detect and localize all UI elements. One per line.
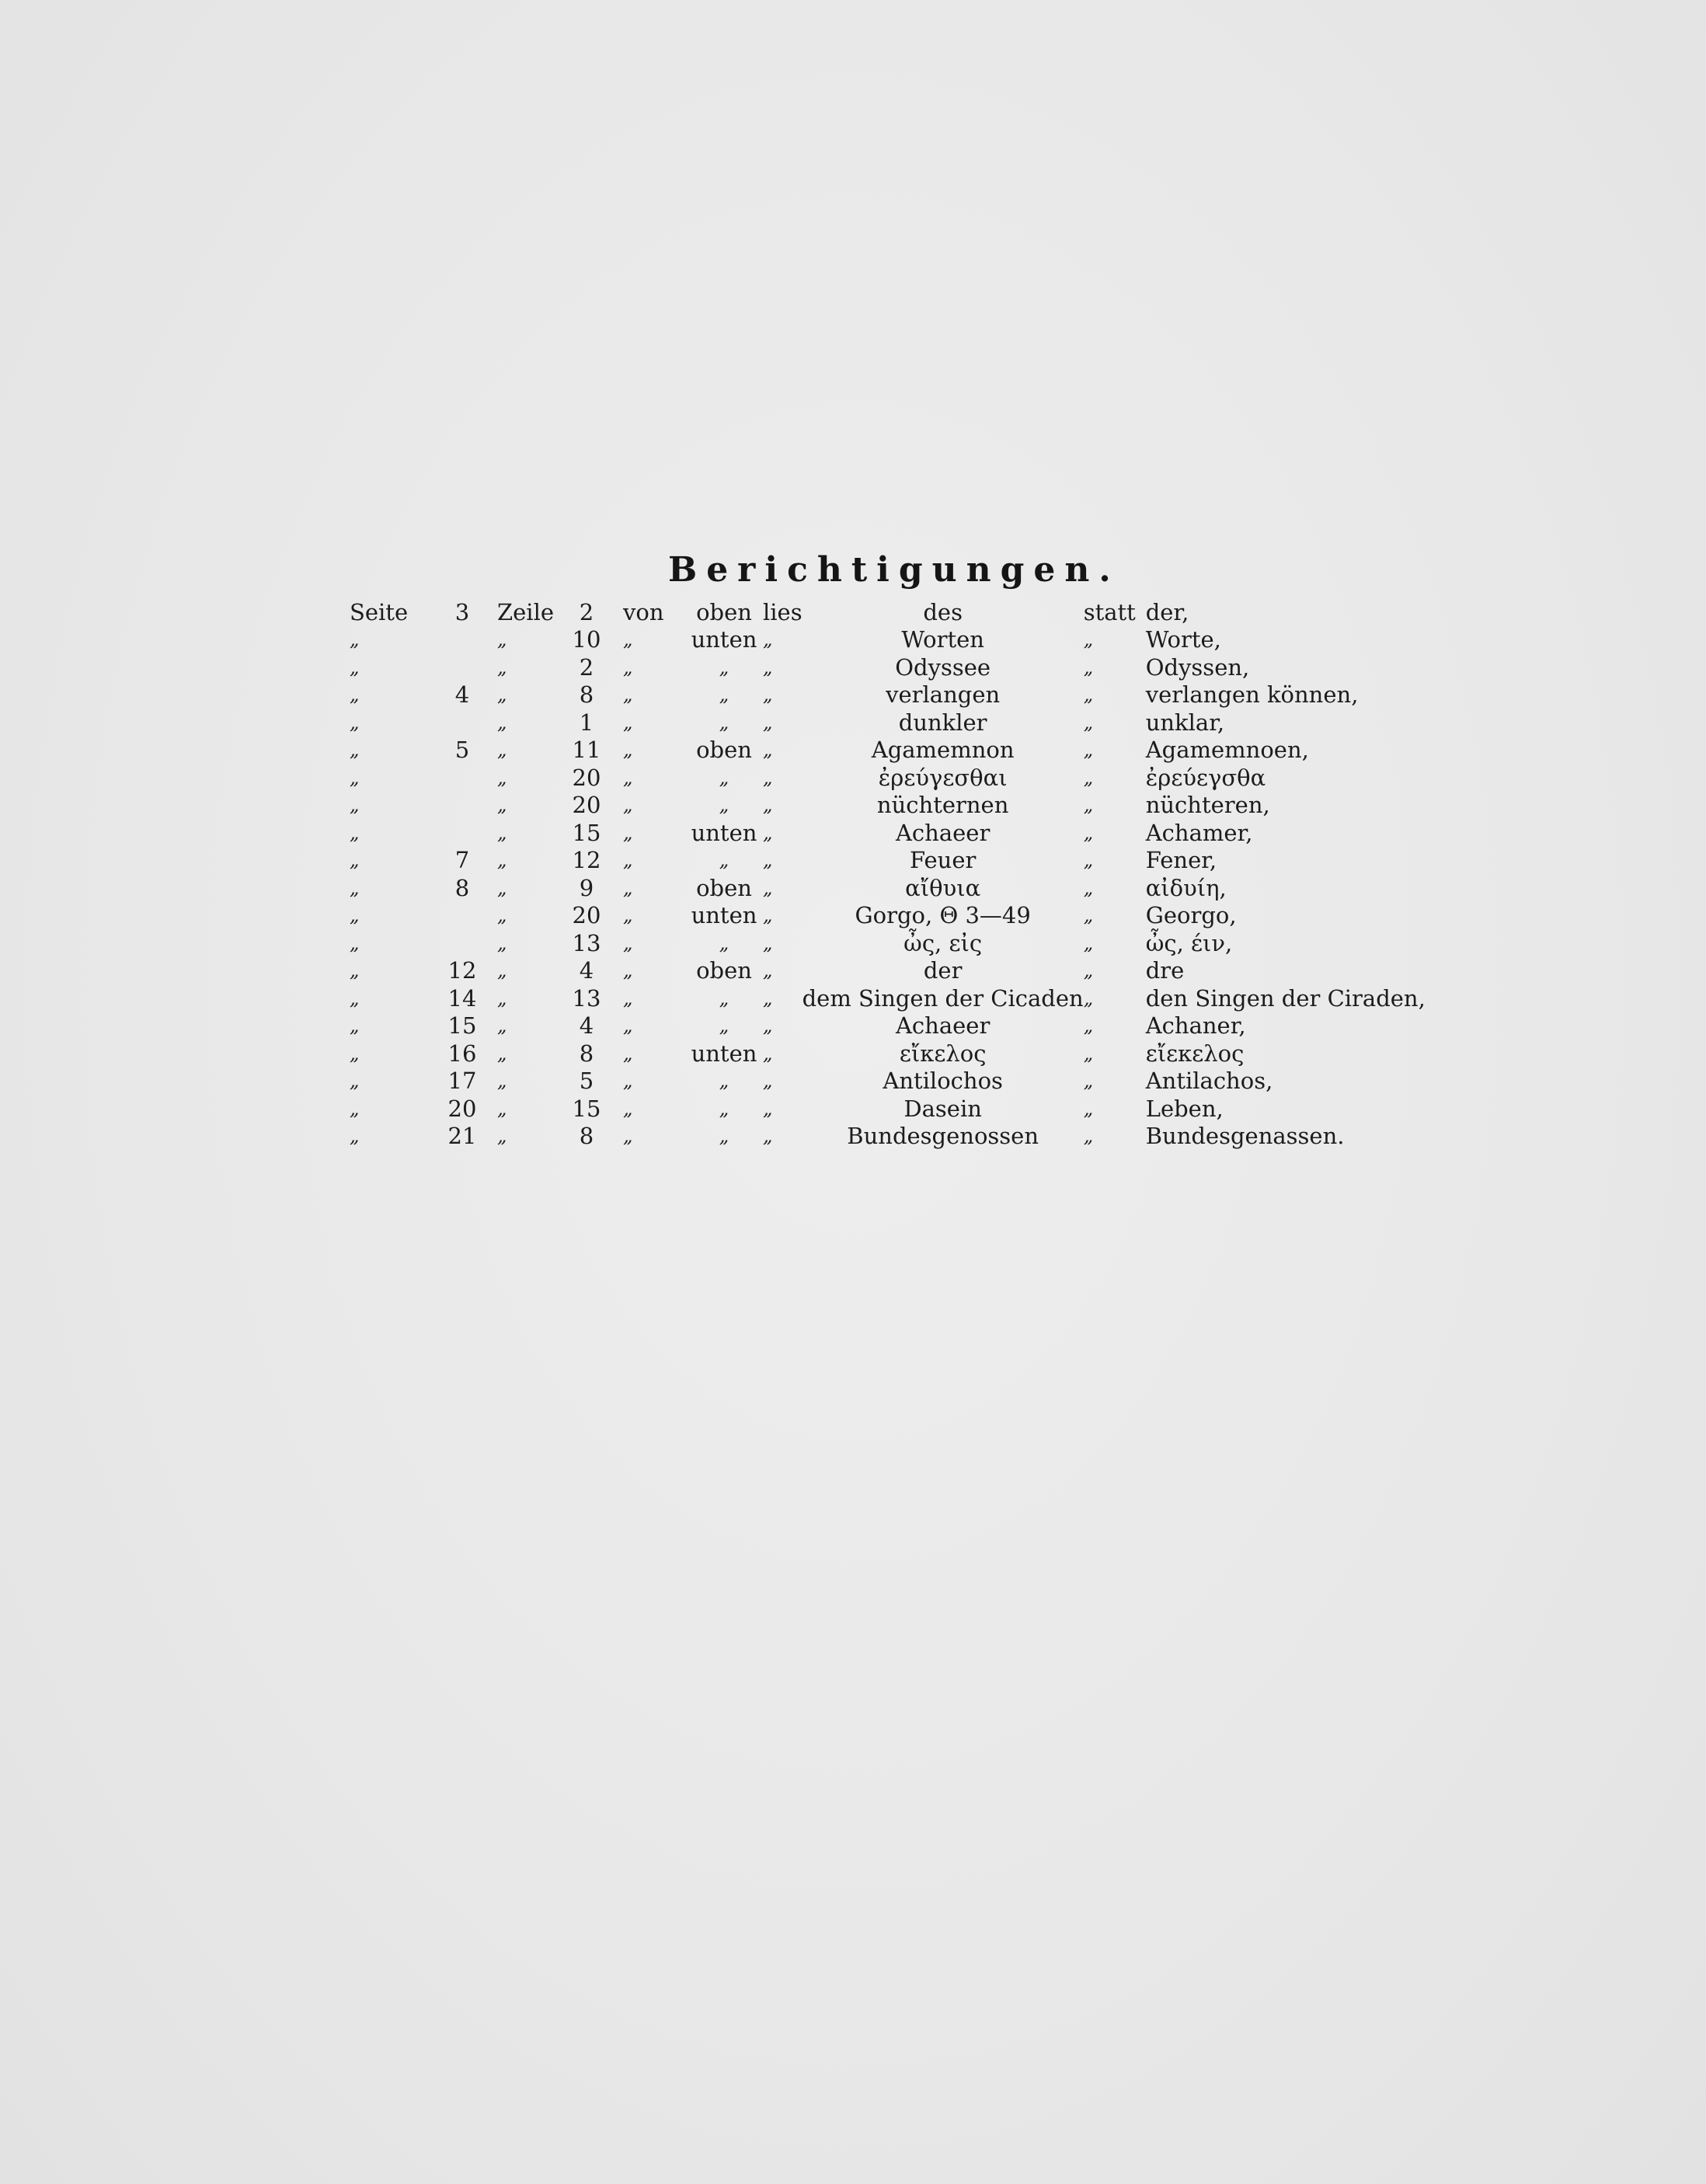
- erroneous-reading-cell: Bundesgenassen.: [1145, 1123, 1345, 1150]
- errata-row: [350, 957, 1441, 985]
- statt-cell: „: [1083, 876, 1094, 899]
- von-cell: „: [623, 1042, 633, 1064]
- erroneous-reading-cell: den Singen der Ciraden,: [1145, 984, 1426, 1012]
- position-cell: „: [719, 987, 729, 1009]
- erroneous-reading-cell: Fener,: [1145, 847, 1217, 874]
- page-number-cell: 4: [454, 681, 470, 709]
- correct-reading-cell: Odyssee: [895, 653, 991, 681]
- line-number-cell: 15: [572, 819, 601, 846]
- line-number-cell: 8: [579, 1040, 594, 1067]
- correct-reading-cell: des: [923, 598, 963, 625]
- line-number-cell: 4: [579, 957, 594, 984]
- errata-row: [350, 737, 1441, 765]
- position-cell: „: [719, 849, 729, 872]
- zeile-cell: Zeile: [497, 598, 555, 625]
- page-number-cell: 17: [447, 1068, 477, 1095]
- errata-row: [350, 1068, 1441, 1095]
- correct-reading-cell: nüchternen: [876, 792, 1009, 819]
- von-cell: „: [623, 629, 633, 651]
- von-cell: „: [623, 739, 633, 761]
- erroneous-reading-cell: der,: [1145, 598, 1189, 625]
- seite-cell: „: [350, 711, 360, 733]
- erroneous-reading-cell: Achamer,: [1145, 819, 1253, 846]
- position-cell: „: [719, 1070, 729, 1092]
- von-cell: „: [623, 849, 633, 872]
- lies-cell: „: [763, 821, 773, 844]
- seite-cell: „: [350, 684, 360, 706]
- statt-cell: „: [1083, 849, 1094, 872]
- von-cell: „: [623, 904, 633, 927]
- von-cell: „: [623, 1097, 633, 1120]
- seite-cell: „: [350, 739, 360, 761]
- von-cell: „: [623, 876, 633, 899]
- correct-reading-cell: der: [923, 957, 963, 984]
- line-number-cell: 15: [572, 1095, 601, 1122]
- position-cell: unten: [691, 902, 757, 929]
- statt-cell: „: [1083, 629, 1094, 651]
- statt-cell: „: [1083, 932, 1094, 954]
- position-cell: „: [719, 656, 729, 678]
- seite-cell: „: [350, 821, 360, 844]
- position-cell: „: [719, 1125, 729, 1148]
- correct-reading-cell: Gorgo, Θ 3—49: [855, 902, 1031, 929]
- erroneous-reading-cell: nüchteren,: [1145, 792, 1270, 819]
- page-number-cell: 20: [447, 1095, 477, 1122]
- page-number-cell: 21: [447, 1123, 477, 1150]
- von-cell: von: [623, 598, 664, 625]
- statt-cell: „: [1083, 684, 1094, 706]
- errata-table: [350, 598, 1441, 1150]
- seite-cell: „: [350, 1015, 360, 1037]
- lies-cell: „: [763, 904, 773, 927]
- seite-cell: Seite: [350, 598, 409, 625]
- zeile-cell: „: [497, 711, 507, 733]
- zeile-cell: „: [497, 876, 507, 899]
- page-number-cell: 12: [447, 957, 477, 984]
- line-number-cell: 11: [572, 737, 601, 764]
- lies-cell: „: [763, 629, 773, 651]
- seite-cell: „: [350, 1070, 360, 1092]
- von-cell: „: [623, 932, 633, 954]
- errata-row: [350, 902, 1441, 930]
- lies-cell: „: [763, 932, 773, 954]
- errata-row: [350, 681, 1441, 709]
- line-number-cell: 8: [579, 1123, 594, 1150]
- correct-reading-cell: verlangen: [886, 681, 1001, 709]
- lies-cell: „: [763, 766, 773, 789]
- lies-cell: „: [763, 684, 773, 706]
- errata-row: [350, 874, 1441, 902]
- von-cell: „: [623, 987, 633, 1009]
- page-number-cell: 3: [454, 598, 470, 625]
- line-number-cell: 2: [579, 598, 594, 625]
- lies-cell: „: [763, 739, 773, 761]
- zeile-cell: „: [497, 1125, 507, 1148]
- correct-reading-cell: ἐρεύγεσθαι: [878, 764, 1008, 791]
- page-number-cell: [435, 792, 489, 820]
- line-number-cell: 12: [572, 847, 601, 874]
- page-number-cell: 14: [447, 984, 477, 1012]
- position-cell: „: [719, 794, 729, 817]
- lies-cell: „: [763, 1015, 773, 1037]
- zeile-cell: „: [497, 794, 507, 817]
- statt-cell: „: [1083, 1070, 1094, 1092]
- statt-cell: „: [1083, 766, 1094, 789]
- page-number-cell: 7: [454, 847, 470, 874]
- erroneous-reading-cell: ὦς, έιν,: [1145, 929, 1233, 956]
- seite-cell: „: [350, 656, 360, 678]
- seite-cell: „: [350, 1042, 360, 1064]
- statt-cell: „: [1083, 1015, 1094, 1037]
- zeile-cell: „: [497, 960, 507, 982]
- seite-cell: „: [350, 932, 360, 954]
- seite-cell: „: [350, 629, 360, 651]
- zeile-cell: „: [497, 821, 507, 844]
- seite-cell: „: [350, 794, 360, 817]
- lies-cell: „: [763, 849, 773, 872]
- lies-cell: „: [763, 960, 773, 982]
- position-cell: oben: [696, 957, 752, 984]
- zeile-cell: „: [497, 1015, 507, 1037]
- position-cell: unten: [691, 626, 757, 653]
- errata-row: [350, 1040, 1441, 1068]
- correct-reading-cell: ὦς, εἰς: [903, 929, 983, 956]
- errata-row: [350, 653, 1441, 681]
- line-number-cell: 20: [572, 792, 601, 819]
- position-cell: „: [719, 766, 729, 789]
- lies-cell: „: [763, 1070, 773, 1092]
- lies-cell: „: [763, 711, 773, 733]
- correct-reading-cell: Agamemnon: [871, 737, 1015, 764]
- zeile-cell: „: [497, 656, 507, 678]
- erroneous-reading-cell: verlangen können,: [1145, 681, 1359, 709]
- errata-row: [350, 984, 1441, 1012]
- errata-row: [350, 709, 1441, 737]
- seite-cell: „: [350, 960, 360, 982]
- page-number-cell: [435, 819, 489, 847]
- seite-cell: „: [350, 766, 360, 789]
- line-number-cell: 20: [572, 764, 601, 791]
- zeile-cell: „: [497, 766, 507, 789]
- line-number-cell: 9: [579, 874, 594, 901]
- statt-cell: „: [1083, 656, 1094, 678]
- page-number-cell: [435, 709, 489, 737]
- statt-cell: statt: [1083, 598, 1136, 625]
- line-number-cell: 8: [579, 681, 594, 709]
- zeile-cell: „: [497, 1097, 507, 1120]
- seite-cell: „: [350, 876, 360, 899]
- correct-reading-cell: εἴκελος: [899, 1040, 987, 1067]
- errata-row: [350, 1012, 1441, 1040]
- errata-row: [350, 1095, 1441, 1123]
- von-cell: „: [623, 711, 633, 733]
- von-cell: „: [623, 794, 633, 817]
- von-cell: „: [623, 1070, 633, 1092]
- correct-reading-cell: Worten: [901, 626, 984, 653]
- page-title: Berichtigungen.: [668, 550, 1120, 590]
- errata-row: [350, 626, 1441, 654]
- line-number-cell: 2: [579, 653, 594, 681]
- erroneous-reading-cell: Achaner,: [1145, 1012, 1246, 1040]
- position-cell: „: [719, 1015, 729, 1037]
- erroneous-reading-cell: Georgo,: [1145, 902, 1237, 929]
- line-number-cell: 20: [572, 902, 601, 929]
- correct-reading-cell: Feuer: [909, 847, 977, 874]
- zeile-cell: „: [497, 629, 507, 651]
- page-number-cell: [435, 929, 489, 957]
- von-cell: „: [623, 766, 633, 789]
- zeile-cell: „: [497, 932, 507, 954]
- erroneous-reading-cell: εἴεκελος: [1145, 1040, 1245, 1067]
- von-cell: „: [623, 821, 633, 844]
- errata-row: [350, 764, 1441, 792]
- zeile-cell: „: [497, 849, 507, 872]
- erroneous-reading-cell: ἐρεύεγσθα: [1145, 764, 1266, 791]
- zeile-cell: „: [497, 904, 507, 927]
- position-cell: „: [719, 684, 729, 706]
- errata-row: [350, 929, 1441, 957]
- von-cell: „: [623, 1015, 633, 1037]
- correct-reading-cell: Achaeer: [895, 819, 991, 846]
- statt-cell: „: [1083, 794, 1094, 817]
- erroneous-reading-cell: unklar,: [1145, 709, 1225, 736]
- von-cell: „: [623, 960, 633, 982]
- errata-row: [350, 1123, 1441, 1151]
- seite-cell: „: [350, 904, 360, 927]
- erroneous-reading-cell: Odyssen,: [1145, 653, 1250, 681]
- erroneous-reading-cell: αἰδυίη,: [1145, 874, 1227, 901]
- seite-cell: „: [350, 1097, 360, 1120]
- lies-cell: lies: [763, 598, 803, 625]
- lies-cell: „: [763, 987, 773, 1009]
- errata-row: [350, 598, 1441, 626]
- line-number-cell: 13: [572, 929, 601, 956]
- position-cell: „: [719, 711, 729, 733]
- seite-cell: „: [350, 1125, 360, 1148]
- line-number-cell: 1: [579, 709, 594, 736]
- von-cell: „: [623, 1125, 633, 1148]
- correct-reading-cell: Bundesgenossen: [847, 1123, 1039, 1150]
- erroneous-reading-cell: Antilachos,: [1145, 1068, 1273, 1095]
- position-cell: „: [719, 1097, 729, 1120]
- errata-row: [350, 847, 1441, 875]
- lies-cell: „: [763, 1125, 773, 1148]
- errata-row: [350, 819, 1441, 847]
- correct-reading-cell: αἴθυια: [905, 874, 981, 901]
- erroneous-reading-cell: dre: [1145, 957, 1185, 984]
- von-cell: „: [623, 684, 633, 706]
- page-number-cell: [435, 653, 489, 681]
- lies-cell: „: [763, 1097, 773, 1120]
- statt-cell: „: [1083, 739, 1094, 761]
- line-number-cell: 13: [572, 984, 601, 1012]
- statt-cell: „: [1083, 821, 1094, 844]
- zeile-cell: „: [497, 684, 507, 706]
- lies-cell: „: [763, 1042, 773, 1064]
- statt-cell: „: [1083, 1097, 1094, 1120]
- statt-cell: „: [1083, 711, 1094, 733]
- line-number-cell: 4: [579, 1012, 594, 1040]
- position-cell: unten: [691, 819, 757, 846]
- erroneous-reading-cell: Leben,: [1145, 1095, 1224, 1122]
- page-number-cell: [435, 902, 489, 930]
- position-cell: unten: [691, 1040, 757, 1067]
- statt-cell: „: [1083, 1042, 1094, 1064]
- line-number-cell: 10: [572, 626, 601, 653]
- zeile-cell: „: [497, 739, 507, 761]
- statt-cell: „: [1083, 1125, 1094, 1148]
- correct-reading-cell: dem Singen der Cicaden: [802, 984, 1084, 1012]
- zeile-cell: „: [497, 1042, 507, 1064]
- erroneous-reading-cell: Agamemnoen,: [1145, 737, 1309, 764]
- position-cell: oben: [696, 874, 752, 901]
- statt-cell: „: [1083, 960, 1094, 982]
- line-number-cell: 5: [579, 1068, 594, 1095]
- zeile-cell: „: [497, 987, 507, 1009]
- zeile-cell: „: [497, 1070, 507, 1092]
- von-cell: „: [623, 656, 633, 678]
- page-number-cell: [435, 764, 489, 792]
- page-number-cell: 5: [454, 737, 470, 764]
- position-cell: „: [719, 932, 729, 954]
- page-number-cell: 8: [454, 874, 470, 901]
- correct-reading-cell: Achaeer: [895, 1012, 991, 1040]
- correct-reading-cell: dunkler: [898, 709, 987, 736]
- seite-cell: „: [350, 987, 360, 1009]
- page-number-cell: 15: [447, 1012, 477, 1040]
- statt-cell: „: [1083, 987, 1094, 1009]
- position-cell: oben: [696, 737, 752, 764]
- position-cell: oben: [696, 598, 752, 625]
- correct-reading-cell: Dasein: [903, 1095, 982, 1122]
- erroneous-reading-cell: Worte,: [1145, 626, 1221, 653]
- page-number-cell: [435, 626, 489, 654]
- errata-row: [350, 792, 1441, 820]
- seite-cell: „: [350, 849, 360, 872]
- errata-table-body: [350, 598, 1441, 1150]
- statt-cell: „: [1083, 904, 1094, 927]
- page-number-cell: 16: [447, 1040, 477, 1067]
- lies-cell: „: [763, 876, 773, 899]
- correct-reading-cell: Antilochos: [883, 1068, 1003, 1095]
- lies-cell: „: [763, 794, 773, 817]
- lies-cell: „: [763, 656, 773, 678]
